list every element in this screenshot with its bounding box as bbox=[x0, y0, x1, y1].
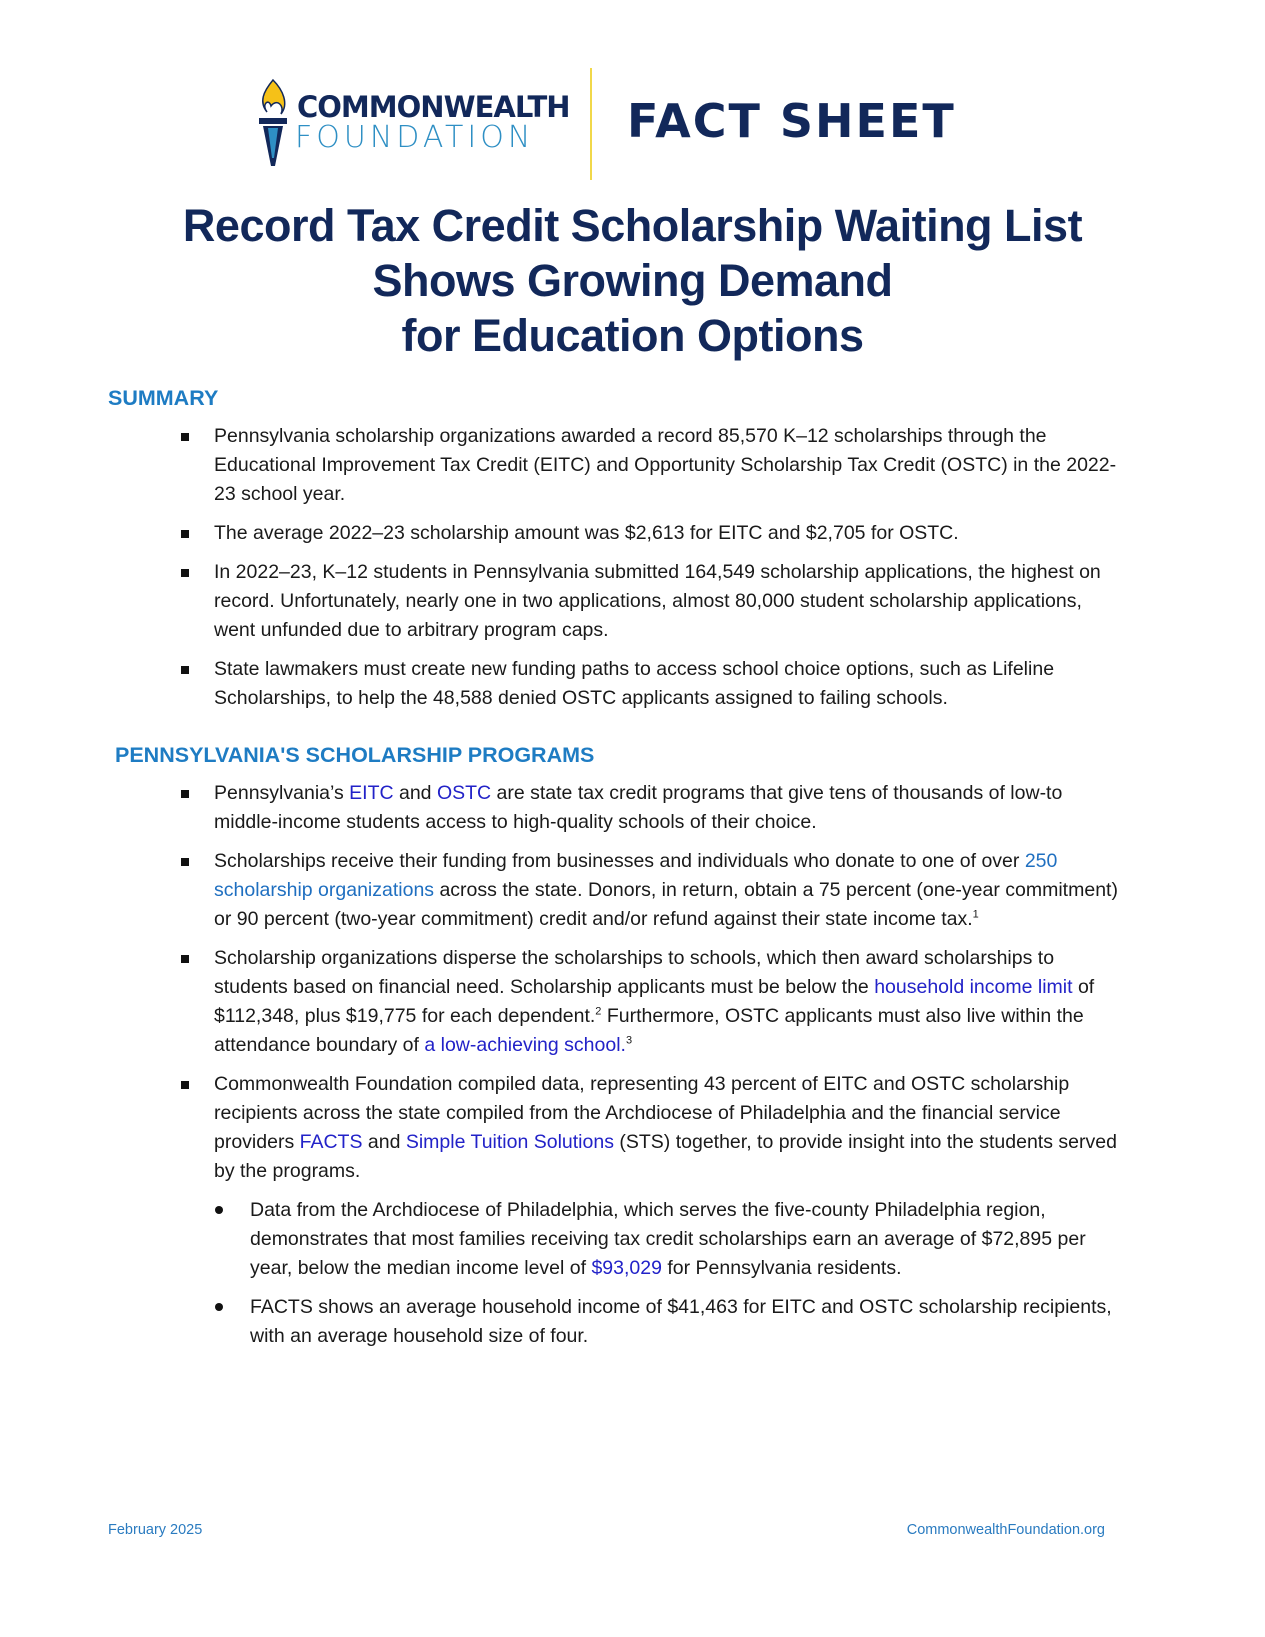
text-segment: Scholarship organizations disperse the scholarships to schools, which then award scholarships to students based on financial need. Scholarship applicants must be below the bbox=[214, 947, 1055, 998]
text-segment: The average 2022–23 scholarship amount was $2,613 for EITC and $2,705 for OSTC. bbox=[214, 522, 959, 544]
bullet-item bbox=[0, 1070, 1120, 1351]
title-line: Record Tax Credit Scholarship Waiting List bbox=[182, 200, 1083, 251]
text-segment: Data from the Archdiocese of Philadelphia, which serves the five-county Philadelphia region, demonstrates that most families receiving tax credit scholarships earn an average of $72,895 per year, below the median income level of bbox=[250, 1199, 1086, 1279]
sub-bullet-list bbox=[214, 1196, 1120, 1351]
text-segment: State lawmakers must create new funding paths to access school choice options, such as Lifeline Scholarships, to help the 48,588 denied OSTC applicants assigned to failing schools. bbox=[214, 658, 1055, 709]
text-segment: across the state. Donors, in return, obtain a 75 percent (one-year commitment) or 90 percent (two-year commitment) credit and/or refund against their state income tax. bbox=[214, 879, 1118, 930]
text-segment: Commonwealth Foundation compiled data, representing 43 percent of EITC and OSTC scholarship recipients across the state compiled from the Archdiocese of Philadelphia and the financial service providers bbox=[214, 1073, 1070, 1153]
text-segment: and bbox=[393, 782, 437, 804]
text-segment: Pennsylvania’s bbox=[214, 782, 350, 804]
inline-link[interactable]: 250 scholarship organizations bbox=[214, 850, 1058, 901]
section-heading-summary: SUMMARY bbox=[108, 386, 219, 410]
text-segment: Pennsylvania scholarship organizations awarded a record 85,570 K–12 scholarships through the Educational Improvement Tax Credit (EITC) and Opportunity Scholarship Tax Credit (OSTC) in the 2022-23 school year. bbox=[214, 425, 1117, 505]
inline-link[interactable]: a low-achieving school. bbox=[424, 1034, 626, 1056]
text-segment: (STS) together, to provide insight into the students served by the programs. bbox=[214, 1131, 1117, 1182]
bullet-item bbox=[0, 422, 1120, 509]
text-segment: are state tax credit programs that give tens of thousands of low-to middle-income students access to high-quality schools of their choice. bbox=[214, 782, 1063, 833]
logo-wordmark-bottom: FOUNDATION bbox=[295, 120, 535, 155]
torch-logo-icon bbox=[255, 78, 291, 168]
title-line: for Education Options bbox=[401, 310, 864, 361]
text-segment: FACTS shows an average household income of $41,463 for EITC and OSTC scholarship recipients, with an average household size of four. bbox=[250, 1296, 1112, 1347]
programs-list bbox=[0, 779, 1120, 1361]
footnote-ref: 2 bbox=[595, 1005, 602, 1018]
logo-wordmark-top: COMMONWEALTH bbox=[297, 90, 570, 124]
text-segment: In 2022–23, K–12 students in Pennsylvania submitted 164,549 scholarship applications, the highest on record. Unfortunately, nearly one in two applications, almost 80,000 student scholarship applications, went unfunded due to arbitrary program caps. bbox=[214, 561, 1101, 641]
bullet-item bbox=[0, 944, 1120, 1060]
inline-link[interactable]: OSTC bbox=[436, 782, 492, 804]
sub-bullet-item bbox=[0, 1293, 1120, 1351]
footnote-ref: 3 bbox=[625, 1034, 633, 1047]
text-segment: for Pennsylvania residents. bbox=[661, 1257, 902, 1279]
summary-list bbox=[0, 422, 1120, 723]
section-heading-programs: PENNSYLVANIA'S SCHOLARSHIP PROGRAMS bbox=[115, 743, 595, 767]
sub-bullet-item bbox=[0, 1196, 1120, 1283]
bullet-item bbox=[0, 655, 1120, 713]
title-line: Shows Growing Demand bbox=[372, 255, 893, 306]
header-divider bbox=[590, 68, 592, 180]
text-segment: Scholarships receive their funding from businesses and individuals who donate to one of over bbox=[214, 850, 1025, 872]
inline-link[interactable]: household income limit bbox=[874, 976, 1073, 998]
doc-type-label: FACT SHEET bbox=[627, 94, 956, 148]
text-segment: of $112,348, plus $19,775 for each dependent. bbox=[214, 976, 1095, 1027]
inline-link[interactable]: FACTS bbox=[299, 1131, 363, 1153]
footnote-ref: 1 bbox=[972, 908, 979, 921]
bullet-item bbox=[0, 779, 1120, 837]
page-title bbox=[0, 198, 1265, 363]
footer-date: February 2025 bbox=[108, 1522, 203, 1538]
footer-website: CommonwealthFoundation.org bbox=[906, 1522, 1105, 1538]
text-segment: and bbox=[362, 1131, 406, 1153]
text-segment: Furthermore, OSTC applicants must also live within the attendance boundary of bbox=[214, 1005, 1084, 1056]
inline-link[interactable]: $93,029 bbox=[591, 1257, 662, 1279]
header bbox=[255, 68, 975, 180]
bullet-item bbox=[0, 519, 1120, 548]
bullet-item bbox=[0, 558, 1120, 645]
inline-link[interactable]: Simple Tuition Solutions bbox=[405, 1131, 614, 1153]
bullet-item bbox=[0, 847, 1120, 934]
inline-link[interactable]: EITC bbox=[349, 782, 394, 804]
